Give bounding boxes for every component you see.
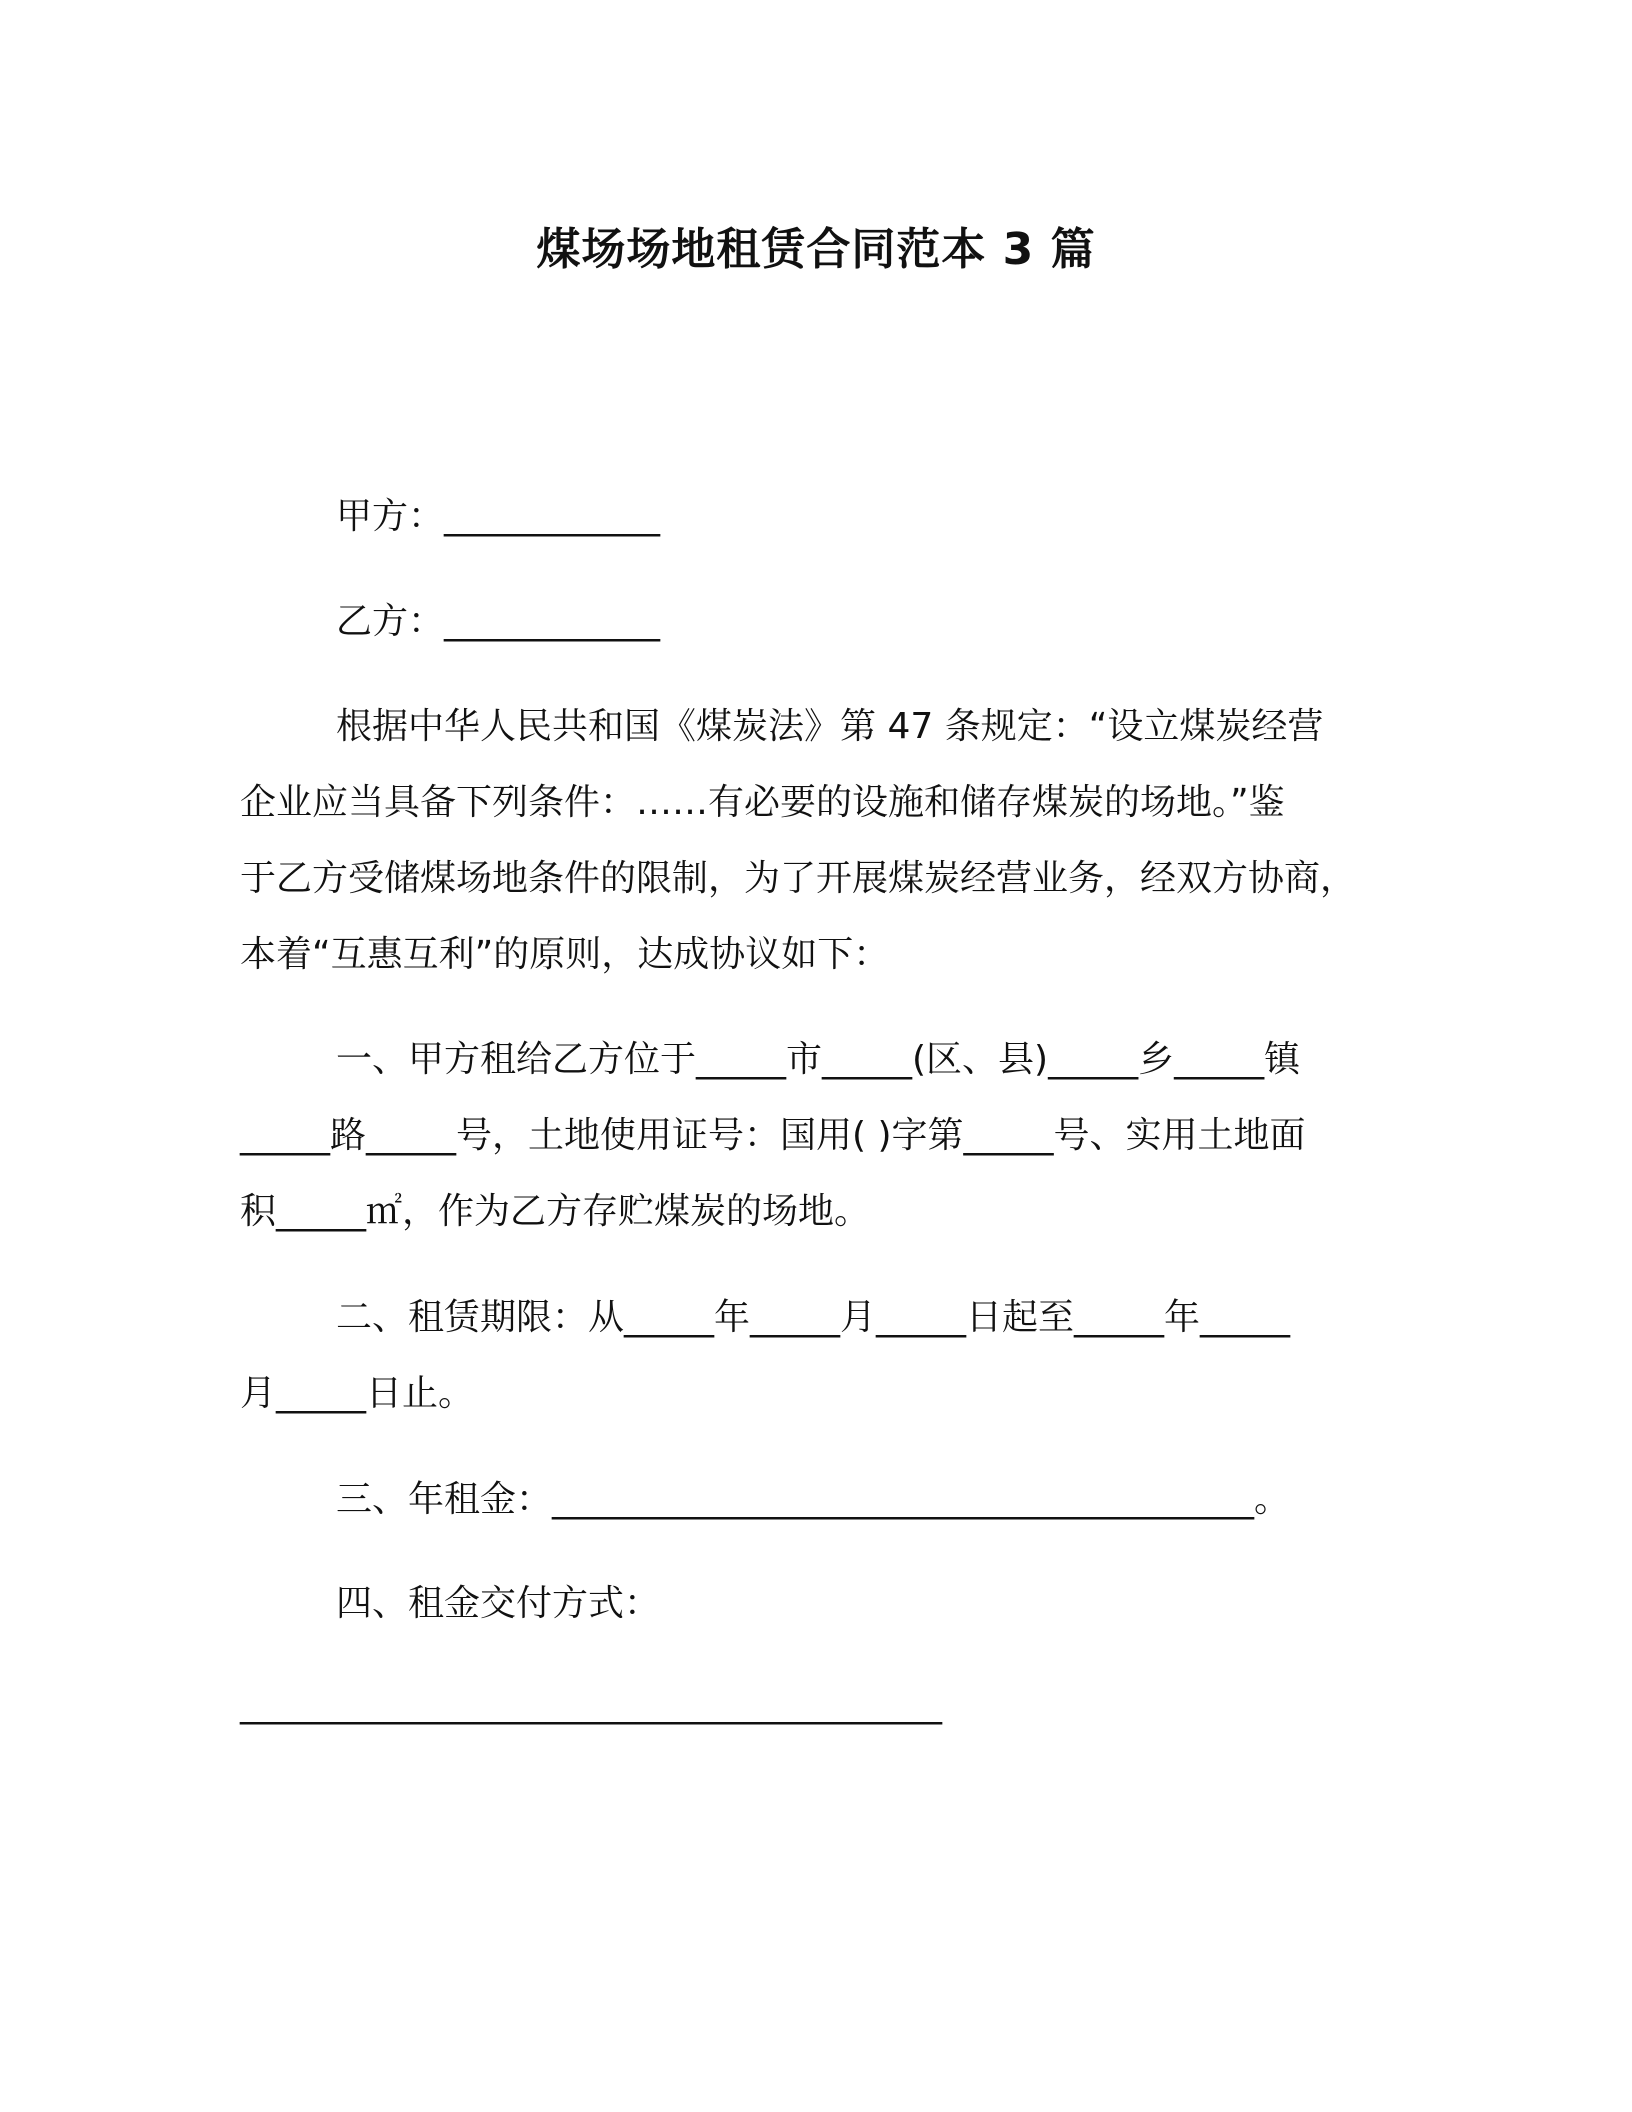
party-a-line: 甲方：____________: [336, 496, 661, 537]
clause-4-blank: _______________________________________: [240, 1684, 942, 1725]
clause-1-line-1: 一、甲方租给乙方位于_____市_____(区、县)_____乡_____镇: [336, 1039, 1301, 1080]
document-title: 煤场场地租赁合同范本 3 篇: [536, 224, 1096, 275]
clause-2-line-2: 月_____日止。: [240, 1373, 475, 1414]
party-b-line: 乙方：____________: [336, 601, 661, 642]
preamble-line-1: 根据中华人民共和国《煤炭法》第 47 条规定：“设立煤炭经营: [336, 706, 1324, 747]
clause-2-line-1: 二、租赁期限：从_____年_____月_____日起至_____年_____: [336, 1297, 1291, 1338]
clause-4-line: 四、租金交付方式：: [336, 1583, 661, 1624]
preamble-line-2: 企业应当具备下列条件：……有必要的设施和储存煤炭的场地。”鉴: [240, 782, 1285, 823]
clause-1-line-2: _____路_____号，土地使用证号：国用( )字第_____号、实用土地面: [240, 1115, 1306, 1156]
preamble-line-3: 于乙方受储煤场地条件的限制，为了开展煤炭经营业务，经双方协商，: [240, 858, 1357, 899]
preamble-line-4: 本着“互惠互利”的原则，达成协议如下：: [240, 934, 890, 975]
clause-3-line: 三、年租金：_______________________________________。: [336, 1479, 1291, 1520]
clause-1-line-3: 积_____㎡，作为乙方存贮煤炭的场地。: [240, 1191, 871, 1232]
